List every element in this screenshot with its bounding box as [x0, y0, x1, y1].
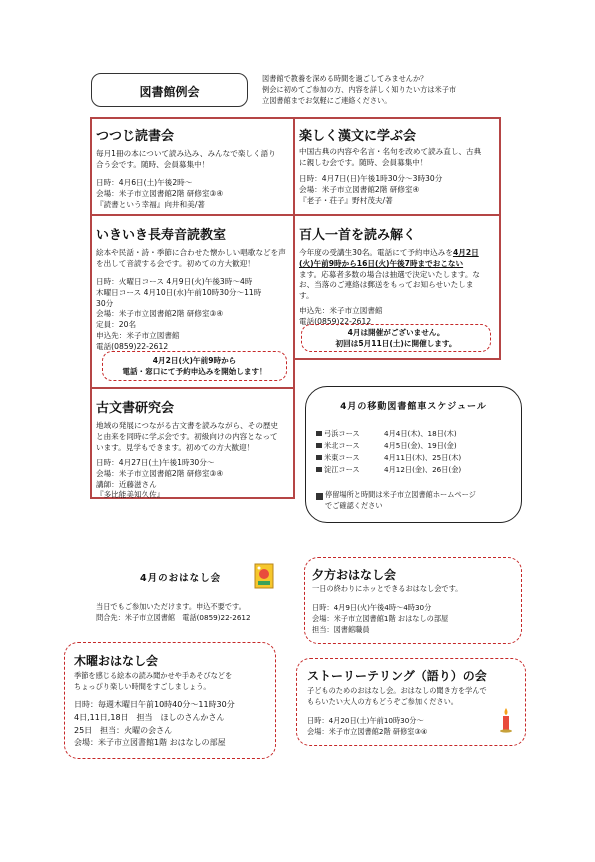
event-info: 日時：4月20日(土)午前10時30分～ 会場：米子市立図書館2階 研修室③④ — [307, 716, 428, 736]
club-desc-a: 今年度の受講生30名。電話にて予約申込みを — [299, 248, 453, 257]
club-info: 日時：4月6日(土)午後2時～ 会場：米子市立図書館2階 研修室③④ 『読書という幸福』向井和美/著 — [96, 178, 224, 209]
bus-icon — [316, 443, 322, 448]
club-desc: 中国古典の内容や名言・名句を改めて読み直し、古典 に親しむ会です。随時、会員募集中！ — [299, 147, 482, 167]
ohanashi-title: 4月のおはなし会 — [140, 573, 222, 584]
mokuyo-box — [64, 642, 276, 759]
club-note-box — [102, 351, 287, 381]
club-title: 楽しく漢文に学ぶ会 — [299, 129, 417, 144]
club-note-box — [301, 324, 491, 352]
bus-icon — [316, 431, 322, 436]
club-box-tsutsuji — [90, 117, 295, 216]
club-box-ikiiki — [90, 214, 295, 389]
yugata-box — [304, 557, 522, 644]
ohanashi-desc: 当日でもご参加いただけます。申込不要です。 問合先：米子市立図書館 電話(0859)22-2612 — [96, 602, 251, 622]
club-desc: 毎月1冊の本について読み込み、みんなで楽しく語り 合う会です。随時、会員募集中！ — [96, 149, 276, 169]
club-desc-u2: (火)午前9時から16日(火)午後7時までおこない — [299, 258, 464, 268]
course-dates: 4月11日(木)、25日(木) — [384, 453, 462, 462]
schedule-row — [316, 453, 516, 465]
schedule-row — [316, 441, 516, 453]
schedule-row — [316, 429, 516, 441]
event-title: 夕方おはなし会 — [312, 568, 397, 582]
bus-icon — [316, 467, 322, 472]
course-name: 米北コース — [324, 441, 360, 450]
club-note: 4月2日(火)午前9時から 電話・窓口にて予約申込みを開始します！ — [122, 356, 267, 376]
course-name: 弓浜コース — [324, 429, 360, 438]
storytelling-box — [296, 658, 526, 746]
bus-stop-icon — [316, 493, 323, 500]
title-box — [91, 73, 248, 107]
picture-book-icon — [253, 561, 275, 591]
club-note: 4月は開催がございません。 初回は5月11日(土)に開催します。 — [335, 328, 457, 348]
course-name: 淀江コース — [324, 465, 360, 474]
club-info: 申込先：米子市立図書館 電話(0859)22-2612 — [299, 306, 383, 326]
club-box-komonjo — [90, 387, 295, 499]
club-title: 古文書研究会 — [96, 401, 175, 416]
course-dates: 4月4日(木)、18日(木) — [384, 429, 457, 438]
bus-icon — [316, 455, 322, 460]
event-info: 日時：4月9日(火)午後4時～4時30分 会場：米子市立図書館1階 おはなしの部屋 担当：図書館職員 — [312, 603, 449, 634]
course-name: 米東コース — [324, 453, 360, 462]
club-info: 日時：4月7日(日)午後1時30分～3時30分 会場：米子市立図書館2階 研修室④ 『老子・荘子』野村茂夫/著 — [299, 174, 443, 205]
mobile-library-footer: 停留場所と時間は米子市立図書館ホームページ でご確認ください — [325, 490, 476, 510]
club-info: 日時：4月27日(土)午後1時30分～ 会場：米子市立図書館2階 研修室③④ 講師：近藤滋さん 『多比能美知久佐』 — [96, 458, 224, 500]
event-desc: 一日の終わりにホッとできるおはなし会です。 — [312, 584, 463, 593]
mobile-library-title: 4月の移動図書館車スケジュール — [340, 402, 487, 412]
event-desc: 季節を感じる絵本の読み聞かせや手あそびなどを ちょっぴり楽しい時間をすごしましょう。 — [74, 671, 233, 691]
intro-text: 図書館で教養を深める時間を過ごしてみませんか？ 例会に初めてご参加の方、内容を詳しく知りたい方は米子市 立図書館までお気軽にご連絡ください。 — [262, 74, 457, 106]
schedule-list — [316, 429, 516, 477]
club-title: 百人一首を読み解く — [299, 228, 417, 243]
club-desc: 地域の発展につながる古文書を読みながら、その歴史 と由来を同時に学ぶ会です。初級向けの内容となって います。見学もできます。初めての方大歓迎！ — [96, 421, 279, 452]
club-box-kanbun — [293, 117, 501, 216]
club-box-hyakunin — [293, 214, 501, 360]
mobile-library-box — [305, 386, 522, 523]
club-desc-u1: 4月2日 — [452, 248, 479, 257]
event-info: 日時：毎週木曜日午前10時40分～11時30分 4日,11日,18日 担当 ほしのさんかさん 25日 担当：火曜の会さん 会場：米子市立図書館1階 おはなしの部屋 — [74, 700, 235, 748]
club-desc — [299, 248, 499, 302]
event-title: ストーリーテリング（語り）の会 — [307, 669, 487, 683]
schedule-row — [316, 465, 516, 477]
event-title: 木曜おはなし会 — [74, 654, 159, 668]
event-desc: 子どものためのおはなし会。おはなしの聞き方を学んで もらいたい大人の方もどうぞご参加ください。 — [307, 686, 487, 706]
page-title: 図書館例会 — [139, 85, 200, 99]
course-dates: 4月5日(金)、19日(金) — [384, 441, 457, 450]
club-title: つつじ読書会 — [96, 129, 175, 144]
club-info: 日時：火曜日コース 4月9日(火)午後3時～4時 木曜日コース 4月10日(水)午前10時30分～11時 30分 会場：米子市立図書館2階 研修室③④ 定員：20名 申込先：米子市立図書館 電話(0859)22-2612 — [96, 277, 262, 351]
candle-icon — [499, 707, 513, 733]
course-dates: 4月12日(金)、26日(金) — [384, 465, 462, 474]
club-desc-b: ます。応募者多数の場合は抽選で決定いたします。な お、当落のご連絡は郵送をもってお知らせいたしま す。 — [299, 269, 481, 301]
club-title: いきいき長寿音読教室 — [96, 228, 227, 243]
club-desc: 絵本や民話・詩・季節に合わせた懐かしい唱歌などを声 を出して音読する会です。初めての方大歓迎！ — [96, 248, 286, 268]
